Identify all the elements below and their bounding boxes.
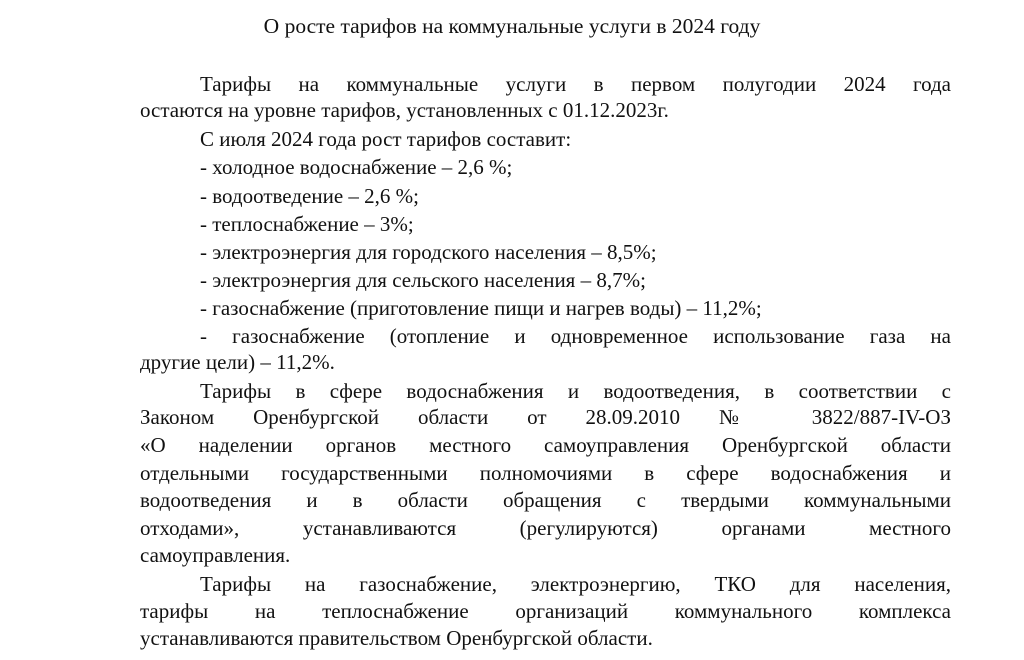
paragraph-3-line-4: отдельными государственными полномочиями в сфере водоснабжения и: [140, 461, 951, 485]
paragraph-3-line-6: отходами», устанавливаются (регулируются) органами местного: [140, 516, 951, 540]
tariff-item-sewerage: - водоотведение – 2,6 %;: [200, 184, 419, 208]
paragraph-3-line-1: Тарифы в сфере водоснабжения и водоотведения, в соответствии с: [200, 379, 951, 403]
paragraph-3-line-5: водоотведения и в области обращения с твердыми коммунальными: [140, 488, 951, 512]
tariff-item-gas-cooking: - газоснабжение (приготовление пищи и нагрев воды) – 11,2%;: [200, 296, 762, 320]
tariff-item-electricity-rural: - электроэнергия для сельского населения – 8,7%;: [200, 268, 646, 292]
tariff-growth-intro: С июля 2024 года рост тарифов составит:: [200, 127, 572, 151]
paragraph-1-line-2: остаются на уровне тарифов, установленных с 01.12.2023г.: [140, 98, 669, 122]
paragraph-4-line-3: устанавливаются правительством Оренбургской области.: [140, 626, 653, 650]
paragraph-3-line-2: Законом Оренбургской области от 28.09.2010 № 3822/887-IV-ОЗ: [140, 405, 951, 429]
paragraph-4-line-2: тарифы на теплоснабжение организаций коммунального комплекса: [140, 599, 951, 623]
document-title: О росте тарифов на коммунальные услуги в 2024 году: [263, 14, 761, 38]
paragraph-1-line-1: Тарифы на коммунальные услуги в первом полугодии 2024 года: [200, 72, 951, 96]
tariff-item-electricity-urban: - электроэнергия для городского населения – 8,5%;: [200, 240, 657, 264]
tariff-item-gas-heating-line-1: - газоснабжение (отопление и одновременное использование газа на: [200, 324, 951, 348]
paragraph-3-line-3: «О наделении органов местного самоуправления Оренбургской области: [140, 433, 951, 457]
paragraph-4-line-1: Тарифы на газоснабжение, электроэнергию, ТКО для населения,: [200, 572, 951, 596]
tariff-item-heating: - теплоснабжение – 3%;: [200, 212, 414, 236]
tariff-item-cold-water: - холодное водоснабжение – 2,6 %;: [200, 155, 513, 179]
tariff-item-gas-heating-line-2: другие цели) – 11,2%.: [140, 350, 335, 374]
paragraph-3-line-7: самоуправления.: [140, 543, 291, 567]
